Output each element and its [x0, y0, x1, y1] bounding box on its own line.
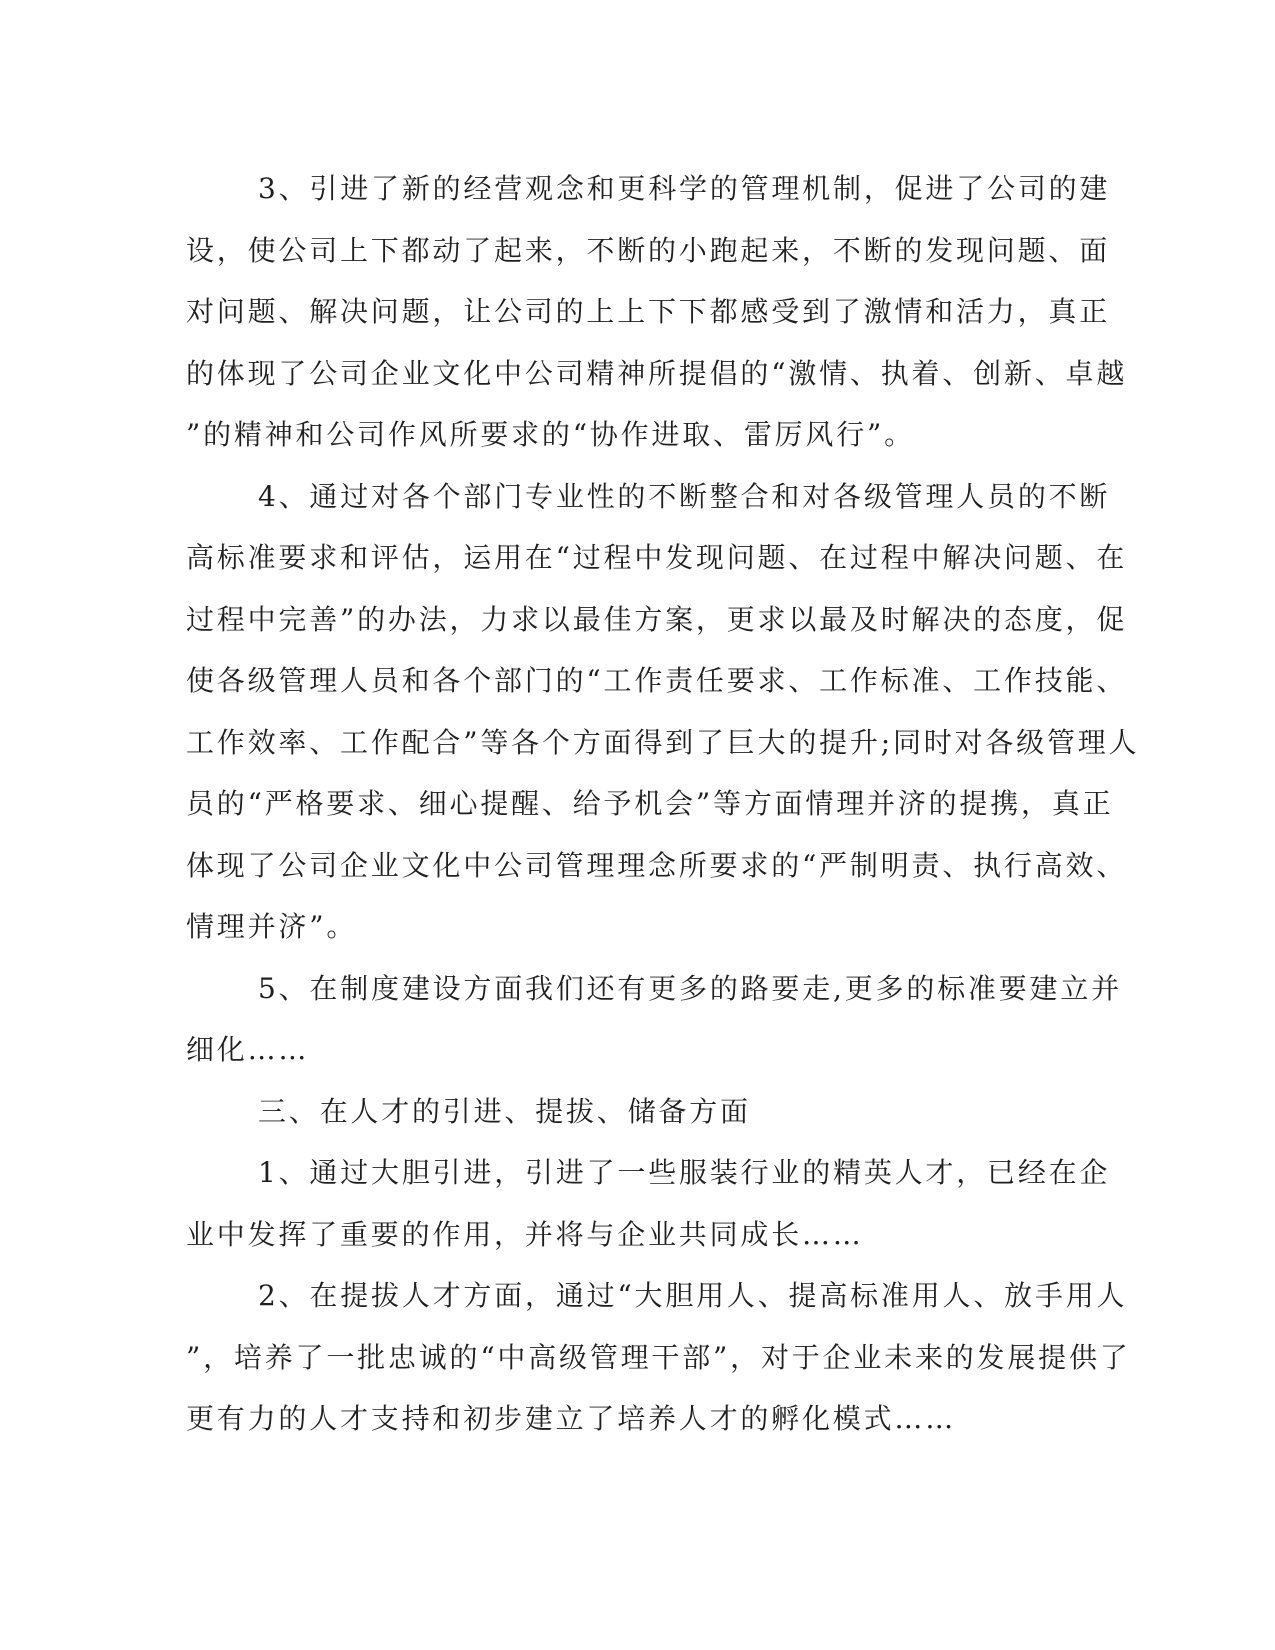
text-line: 设，使公司上下都动了起来，不断的小跑起来，不断的发现问题、面 [186, 233, 1111, 267]
text-line: 体现了公司企业文化中公司管理理念所要求的“严制明责、执行高效、 [186, 848, 1128, 882]
text-line: 细化…… [186, 1033, 310, 1066]
text-line: ”的精神和公司作风所要求的“协作进取、雷厉风行”。 [186, 418, 915, 451]
text-line: 高标准要求和评估，运用在“过程中发现问题、在过程中解决问题、在 [186, 541, 1128, 574]
text-line: 过程中完善”的办法，力求以最佳方案，更求以最及时解决的态度，促 [186, 602, 1128, 636]
paragraph-talent-item-2 [186, 1265, 1131, 1450]
document-body [186, 158, 1140, 1450]
text-line: 员的“严格要求、细心提醒、给予机会”等方面情理并济的提携，真正 [186, 787, 1114, 820]
text-line: 2、在提拔人才方面，通过“大胆用人、提高标准用人、放手用人 [258, 1279, 1128, 1312]
paragraph-talent-item-1 [186, 1142, 1111, 1265]
paragraph-item-3 [186, 158, 1128, 466]
text-line: 对问题、解决问题，让公司的上上下下都感受到了激情和活力，真正 [186, 295, 1111, 328]
text-line: 情理并济”。 [186, 910, 358, 943]
text-line: 1、通过大胆引进，引进了一些服装行业的精英人才，已经在企 [258, 1156, 1111, 1189]
text-line: ”，培养了一批忠诚的“中高级管理干部”，对于企业未来的发展提供了 [186, 1340, 1131, 1374]
text-line: 的体现了公司企业文化中公司精神所提倡的“激情、执着、创新、卓越 [186, 356, 1128, 390]
section-heading-talent [186, 1081, 1086, 1143]
text-line: 3、引进了新的经营观念和更科学的管理机制，促进了公司的建 [258, 172, 1111, 205]
paragraph-item-4 [186, 466, 1140, 958]
section-heading: 三、在人才的引进、提拔、储备方面 [258, 1094, 751, 1128]
paragraph-item-5 [186, 958, 1122, 1081]
text-line: 业中发挥了重要的作用，并将与企业共同成长…… [186, 1217, 864, 1251]
text-line: 5、在制度建设方面我们还有更多的路要走,更多的标准要建立并 [258, 971, 1122, 1005]
text-line: 工作效率、工作配合”等各个方面得到了巨大的提升;同时对各级管理人 [186, 725, 1140, 759]
text-line: 使各级管理人员和各个部门的“工作责任要求、工作标准、工作技能、 [186, 664, 1128, 697]
text-line: 4、通过对各个部门专业性的不断整合和对各级管理人员的不断 [258, 479, 1111, 513]
text-line: 更有力的人才支持和初步建立了培养人才的孵化模式…… [186, 1402, 957, 1435]
